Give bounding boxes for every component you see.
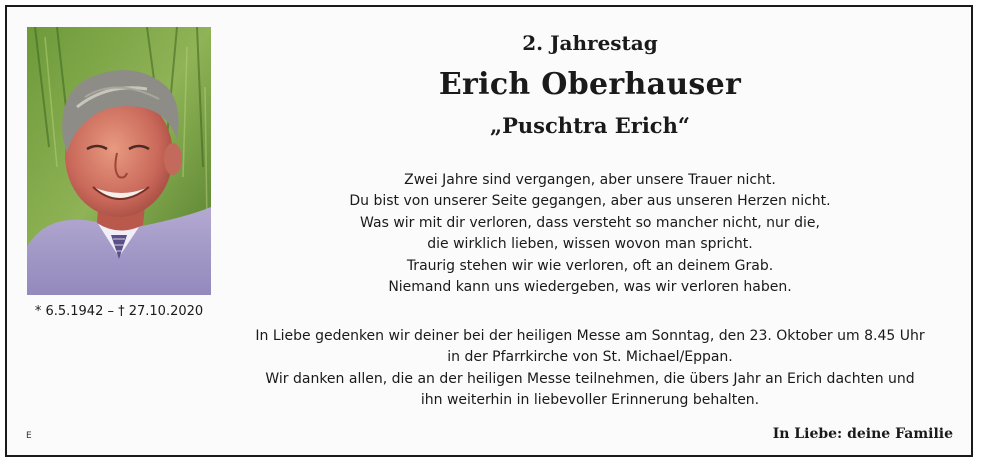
poem-line: Niemand kann uns wiedergeben, was wir verloren haben.	[388, 279, 792, 296]
poem-line: die wirklich lieben, wissen wovon man spricht.	[427, 236, 753, 253]
mass-notice	[240, 326, 940, 412]
life-dates: * 6.5.1942 – † 27.10.2020	[34, 304, 204, 319]
family-signoff: In Liebe: deine Familie	[772, 426, 953, 442]
poem-line: Du bist von unserer Seite gegangen, aber aus unseren Herzen nicht.	[349, 193, 831, 210]
notice-line: Wir danken allen, die an der heiligen Messe teilnehmen, die übers Jahr an Erich dachten und	[265, 370, 915, 387]
notice-line: ihn weiterhin in liebevoller Erinnerung behalten.	[420, 392, 760, 409]
deceased-name: Erich Oberhauser	[438, 67, 742, 102]
obituary-card	[5, 5, 973, 457]
poem-line: Was wir mit dir verloren, dass versteht so mancher nicht, nur die,	[360, 214, 820, 231]
poem-line: Traurig stehen wir wie verloren, oft an deinem Grab.	[406, 257, 774, 274]
portrait-photo	[27, 27, 211, 295]
anniversary-heading: 2. Jahrestag	[522, 31, 658, 55]
memorial-poem	[240, 170, 940, 298]
notice-line: In Liebe gedenken wir deiner bei der heiligen Messe am Sonntag, den 23. Oktober um 8.45 Uhr	[255, 328, 925, 344]
notice-line: in der Pfarrkirche von St. Michael/Eppan.	[447, 349, 733, 366]
corner-mark: E	[26, 431, 32, 441]
nickname: „Puschtra Erich“	[490, 113, 690, 138]
poem-line: Zwei Jahre sind vergangen, aber unsere Trauer nicht.	[404, 172, 776, 188]
